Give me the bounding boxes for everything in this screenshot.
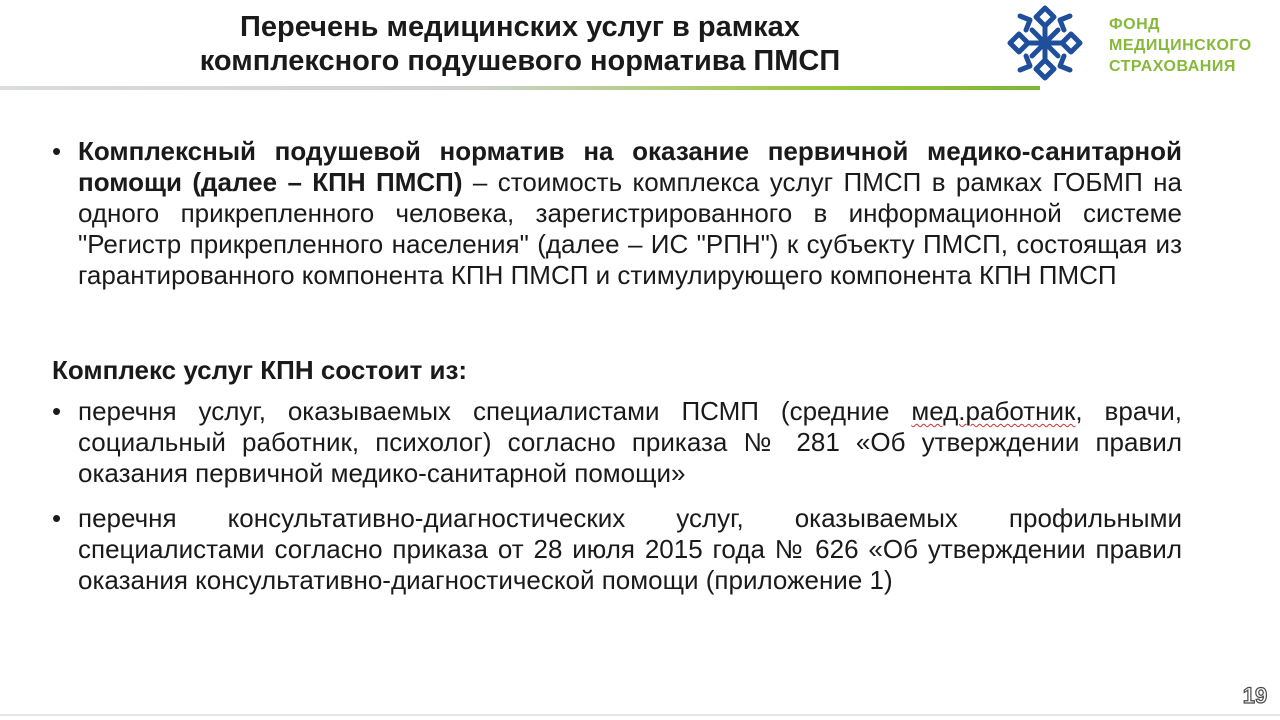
slide-content [52, 136, 1182, 610]
definition-text: – стоимость комплекса услуг ПМСП в рамках ГОБМП на одного прикрепленного человека, зарегистрированного в информационной системе "Регистр прикрепленного населения" (далее – ИС "РПН") к субъекту ПМСП, состоящая из гарантированного компонента КПН ПМСП и стимулирующего компонента КПН ПМСП [78, 167, 1182, 290]
spellcheck-underlined-word: мед.работник [911, 396, 1076, 426]
title-line-2: комплексного подушевого норматива ПМСП [199, 45, 841, 77]
title-line-1: Перечень медицинских услуг в рамках [240, 11, 800, 43]
bullet: • [52, 396, 62, 426]
slide-title [120, 10, 920, 78]
item-text-part2: , врачи, социальный работник, психолог) согласно приказа № 281 «Об утверждении правил оказания первичной медико-санитарной помощи» [78, 396, 1182, 488]
list-item [52, 503, 1182, 596]
bottom-divider [0, 714, 1280, 716]
logo-line-1: ФОНД [1109, 16, 1161, 33]
header-divider [0, 86, 1040, 90]
item-text: перечня консультативно-диагностических услуг, оказываемых профильными специалистами согласно приказа от 28 июля 2015 года № 626 «Об утверждении правил оказания консультативно-диагностической помощи (приложение 1) [78, 503, 1182, 595]
list-item [52, 396, 1182, 489]
snowflake-cross-icon [1000, 2, 1090, 84]
subheading: Комплекс услуг КПН состоит из: [52, 355, 468, 385]
page-number: 19 [1238, 683, 1272, 709]
bullet: • [52, 503, 62, 533]
logo-line-2: МЕДИЦИНСКОГО [1109, 37, 1252, 54]
definition-term: Комплексный подушевой норматив на оказание первичной медико-санитарной помощи (далее – КПН ПМСП) [78, 136, 1182, 197]
logo-text [1109, 14, 1252, 77]
item-text-part1: перечня услуг, оказываемых специалистами ПСМП (средние [78, 396, 912, 426]
bullet: • [52, 136, 62, 166]
logo-line-3: СТРАХОВАНИЯ [1109, 58, 1236, 75]
logo [1000, 2, 1270, 84]
definition-paragraph [52, 136, 1182, 291]
